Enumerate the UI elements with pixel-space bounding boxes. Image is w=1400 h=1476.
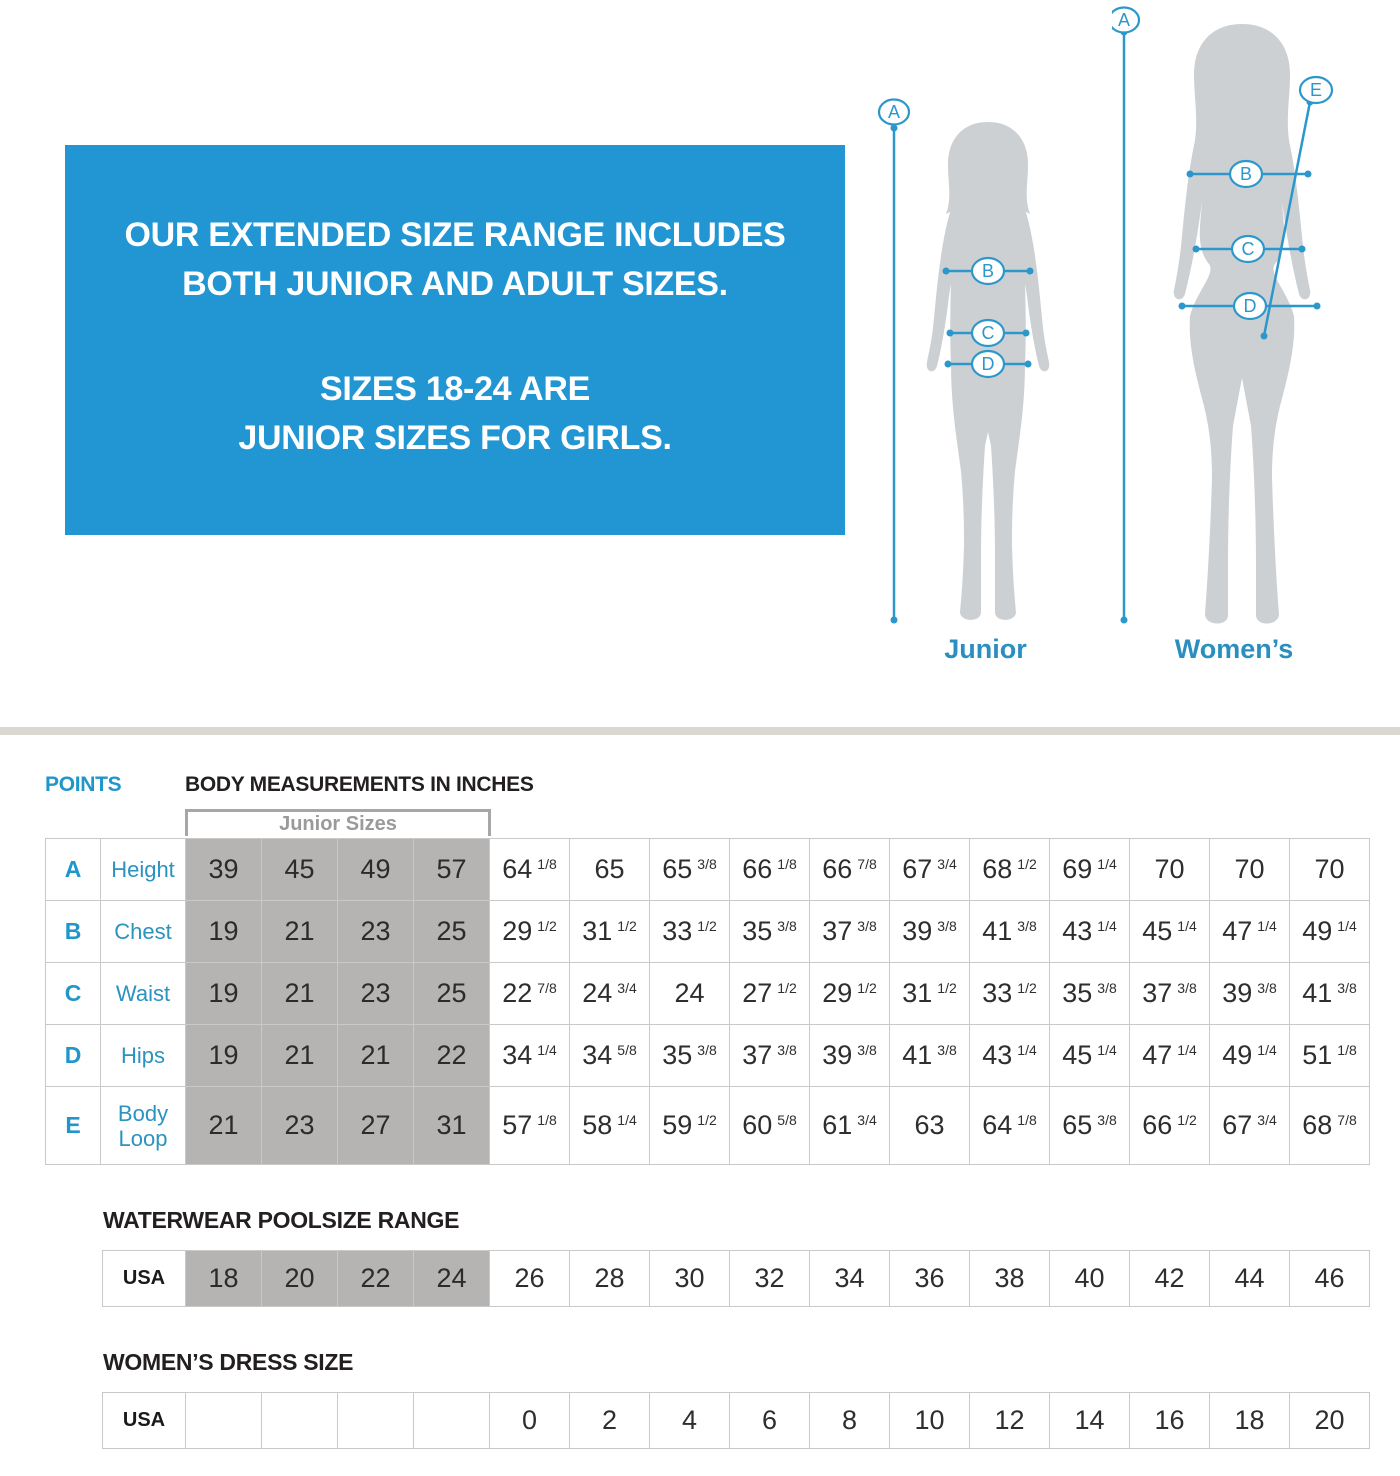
adult-size-cell <box>970 901 1050 963</box>
adult-size-cell <box>490 901 570 963</box>
value-fraction: 3/4 <box>857 1112 877 1128</box>
value-whole: 66 <box>822 854 853 884</box>
adult-size-cell <box>570 901 650 963</box>
value-fraction: 3/4 <box>1257 1112 1277 1128</box>
adult-size-cell <box>650 1025 730 1087</box>
banner-line: JUNIOR SIZES FOR GIRLS. <box>238 419 672 457</box>
adult-size-cell: 26 <box>490 1251 570 1307</box>
point-letter: A <box>46 839 101 901</box>
adult-size-cell <box>730 901 810 963</box>
adult-size-cell <box>1290 1087 1370 1165</box>
value-fraction: 1/2 <box>1177 1112 1197 1128</box>
dress-size-cell: 14 <box>1050 1393 1130 1449</box>
value-fraction: 3/8 <box>1097 1112 1117 1128</box>
banner-line: SIZES 18-24 ARE <box>319 370 591 408</box>
dress-size-row-tr <box>103 1393 1370 1449</box>
value-fraction: 3/8 <box>857 1042 877 1058</box>
value-whole: 66 <box>742 854 773 884</box>
svg-text:C: C <box>1241 239 1255 259</box>
value-whole: 37 <box>742 1040 773 1070</box>
svg-text:B: B <box>1239 164 1253 184</box>
junior-size-cell: 57 <box>414 839 490 901</box>
value-whole: 35 <box>1062 978 1093 1008</box>
info-banner <box>65 145 845 535</box>
point-a-badge <box>1112 8 1139 33</box>
waterwear-size-row <box>103 1251 1370 1307</box>
adult-size-cell <box>730 963 810 1025</box>
adult-size-cell <box>1130 1087 1210 1165</box>
value-fraction: 1/2 <box>537 918 557 934</box>
adult-size-cell <box>1290 901 1370 963</box>
value-whole: 35 <box>662 1040 693 1070</box>
value-fraction: 1/2 <box>697 918 717 934</box>
value-whole: 34 <box>502 1040 533 1070</box>
value-whole: 65 <box>1062 1110 1093 1140</box>
top-section <box>0 0 1400 727</box>
value-whole: 69 <box>1062 854 1093 884</box>
adult-size-cell <box>490 1087 570 1165</box>
value-fraction: 1/2 <box>617 918 637 934</box>
adult-size-cell <box>1290 963 1370 1025</box>
value-whole: 59 <box>662 1110 693 1140</box>
value-whole: 49 <box>1222 1040 1253 1070</box>
measurement-row <box>46 1087 1370 1165</box>
junior-size-cell: 23 <box>338 963 414 1025</box>
value-fraction: 1/4 <box>1017 1042 1037 1058</box>
value-whole: 24 <box>674 978 705 1008</box>
adult-size-cell: 42 <box>1130 1251 1210 1307</box>
junior-figure <box>878 96 1093 636</box>
value-whole: 70 <box>1234 854 1265 884</box>
value-whole: 67 <box>902 854 933 884</box>
value-whole: 41 <box>982 916 1013 946</box>
value-fraction: 1/8 <box>537 1112 557 1128</box>
svg-text:D: D <box>981 354 995 374</box>
value-fraction: 1/2 <box>1017 980 1037 996</box>
value-fraction: 1/4 <box>1177 918 1197 934</box>
value-whole: 37 <box>1142 978 1173 1008</box>
point-letter: B <box>46 901 101 963</box>
adult-size-cell <box>890 963 970 1025</box>
value-fraction: 1/4 <box>1097 856 1117 872</box>
adult-size-cell <box>730 1025 810 1087</box>
womens-figure <box>1112 6 1356 638</box>
value-whole: 27 <box>742 978 773 1008</box>
point-label: Height <box>101 839 186 901</box>
dress-size-cell: 2 <box>570 1393 650 1449</box>
junior-size-cell: 39 <box>186 839 262 901</box>
junior-size-cell: 20 <box>262 1251 338 1307</box>
body-measurements-table <box>45 838 1370 1165</box>
junior-size-cell: 25 <box>414 901 490 963</box>
value-whole: 47 <box>1142 1040 1173 1070</box>
value-whole: 65 <box>662 854 693 884</box>
value-fraction: 3/8 <box>1257 980 1277 996</box>
adult-size-cell <box>970 839 1050 901</box>
adult-size-cell <box>1130 963 1210 1025</box>
adult-size-cell: 40 <box>1050 1251 1130 1307</box>
adult-size-cell <box>1130 1025 1210 1087</box>
banner-line: BOTH JUNIOR AND ADULT SIZES. <box>182 265 728 303</box>
value-whole: 49 <box>1302 916 1333 946</box>
point-e-badge <box>1300 77 1332 103</box>
value-fraction: 1/4 <box>1097 918 1117 934</box>
value-whole: 37 <box>822 916 853 946</box>
value-whole: 45 <box>1142 916 1173 946</box>
junior-size-cell: 19 <box>186 1025 262 1087</box>
value-whole: 29 <box>502 916 533 946</box>
usa-label-cell: USA <box>103 1393 186 1449</box>
measurement-row <box>46 901 1370 963</box>
adult-size-cell <box>890 1087 970 1165</box>
value-whole: 66 <box>1142 1110 1173 1140</box>
point-c-badge <box>1232 236 1264 262</box>
adult-size-cell <box>810 839 890 901</box>
point-letter: C <box>46 963 101 1025</box>
value-whole: 24 <box>582 978 613 1008</box>
adult-size-cell: 38 <box>970 1251 1050 1307</box>
dress-size-cell: 20 <box>1290 1393 1370 1449</box>
value-whole: 64 <box>982 1110 1013 1140</box>
adult-size-cell <box>570 839 650 901</box>
section-divider <box>0 727 1400 735</box>
value-whole: 57 <box>502 1110 533 1140</box>
dress-size-cell: 18 <box>1210 1393 1290 1449</box>
adult-size-cell <box>730 1087 810 1165</box>
value-fraction: 1/8 <box>777 856 797 872</box>
adult-size-cell <box>490 839 570 901</box>
point-d-badge <box>972 351 1004 377</box>
point-b-badge <box>972 258 1004 284</box>
svg-text:A: A <box>887 102 901 122</box>
value-fraction: 1/4 <box>1337 918 1357 934</box>
junior-size-cell: 22 <box>338 1251 414 1307</box>
value-fraction: 3/8 <box>697 1042 717 1058</box>
adult-size-cell <box>970 963 1050 1025</box>
value-fraction: 1/2 <box>1017 856 1037 872</box>
svg-text:D: D <box>1243 296 1257 316</box>
womens-caption: Women’s <box>1174 634 1294 664</box>
value-fraction: 1/8 <box>537 856 557 872</box>
measurement-row <box>46 839 1370 901</box>
adult-size-cell <box>970 1025 1050 1087</box>
value-fraction: 3/4 <box>617 980 637 996</box>
dress-size-cell: 12 <box>970 1393 1050 1449</box>
measurements-heading: BODY MEASUREMENTS IN INCHES <box>185 773 534 796</box>
value-fraction: 1/2 <box>697 1112 717 1128</box>
blank-cell <box>414 1393 490 1449</box>
junior-size-cell: 23 <box>262 1087 338 1165</box>
adult-size-cell <box>1210 839 1290 901</box>
point-label: Hips <box>101 1025 186 1087</box>
value-fraction: 3/8 <box>857 918 877 934</box>
adult-size-cell <box>810 1025 890 1087</box>
value-whole: 33 <box>982 978 1013 1008</box>
measurement-row <box>46 963 1370 1025</box>
value-whole: 70 <box>1314 854 1345 884</box>
usa-label-cell: USA <box>103 1251 186 1307</box>
junior-sizes-label: Junior Sizes <box>279 813 397 835</box>
value-fraction: 1/8 <box>1337 1042 1357 1058</box>
value-fraction: 1/4 <box>1257 1042 1277 1058</box>
value-whole: 67 <box>1222 1110 1253 1140</box>
dress-size-cell: 4 <box>650 1393 730 1449</box>
value-whole: 47 <box>1222 916 1253 946</box>
value-fraction: 1/2 <box>777 980 797 996</box>
junior-size-cell: 49 <box>338 839 414 901</box>
blank-cell <box>338 1393 414 1449</box>
value-fraction: 5/8 <box>617 1042 637 1058</box>
womens-dress-size-table <box>102 1392 1370 1449</box>
value-fraction: 3/8 <box>937 918 957 934</box>
adult-size-cell: 44 <box>1210 1251 1290 1307</box>
adult-size-cell <box>730 839 810 901</box>
junior-size-cell: 27 <box>338 1087 414 1165</box>
adult-size-cell <box>970 1087 1050 1165</box>
adult-size-cell <box>1050 1025 1130 1087</box>
value-whole: 39 <box>902 916 933 946</box>
value-fraction: 1/8 <box>1017 1112 1037 1128</box>
waterwear-row <box>103 1251 1370 1307</box>
adult-size-cell <box>490 963 570 1025</box>
adult-size-cell <box>890 839 970 901</box>
junior-size-cell: 21 <box>262 901 338 963</box>
points-heading: POINTS <box>45 773 122 796</box>
waterwear-heading: WATERWEAR POOLSIZE RANGE <box>103 1207 460 1233</box>
adult-size-cell: 32 <box>730 1251 810 1307</box>
junior-size-cell: 23 <box>338 901 414 963</box>
blank-cell <box>186 1393 262 1449</box>
value-whole: 31 <box>902 978 933 1008</box>
adult-size-cell <box>650 901 730 963</box>
blank-cell <box>262 1393 338 1449</box>
value-fraction: 7/8 <box>857 856 877 872</box>
value-fraction: 5/8 <box>777 1112 797 1128</box>
junior-size-cell: 18 <box>186 1251 262 1307</box>
value-whole: 58 <box>582 1110 613 1140</box>
value-fraction: 3/4 <box>937 856 957 872</box>
junior-caption: Junior <box>944 634 1027 664</box>
adult-size-cell <box>1290 839 1370 901</box>
value-whole: 61 <box>822 1110 853 1140</box>
value-fraction: 3/8 <box>1097 980 1117 996</box>
point-b-badge <box>1230 161 1262 187</box>
value-fraction: 3/8 <box>1177 980 1197 996</box>
junior-size-cell: 21 <box>262 963 338 1025</box>
value-fraction: 1/4 <box>1097 1042 1117 1058</box>
value-fraction: 3/8 <box>937 1042 957 1058</box>
value-whole: 51 <box>1302 1040 1333 1070</box>
adult-size-cell <box>570 1087 650 1165</box>
dress-size-cell: 8 <box>810 1393 890 1449</box>
adult-size-cell <box>890 901 970 963</box>
value-fraction: 3/8 <box>697 856 717 872</box>
adult-size-cell <box>570 963 650 1025</box>
junior-size-cell: 21 <box>338 1025 414 1087</box>
value-fraction: 1/4 <box>1177 1042 1197 1058</box>
womens-silhouette <box>1174 24 1311 624</box>
adult-size-cell <box>1050 901 1130 963</box>
adult-size-cell: 30 <box>650 1251 730 1307</box>
value-whole: 41 <box>1302 978 1333 1008</box>
body-measurements-rows <box>46 839 1370 1165</box>
value-whole: 63 <box>914 1110 945 1140</box>
svg-text:A: A <box>1117 10 1131 30</box>
junior-size-cell: 24 <box>414 1251 490 1307</box>
value-whole: 43 <box>1062 916 1093 946</box>
adult-size-cell <box>810 1087 890 1165</box>
junior-size-cell: 19 <box>186 963 262 1025</box>
dress-size-cell: 6 <box>730 1393 810 1449</box>
value-whole: 33 <box>662 916 693 946</box>
value-whole: 29 <box>822 978 853 1008</box>
adult-size-cell: 28 <box>570 1251 650 1307</box>
adult-size-cell <box>490 1025 570 1087</box>
junior-size-cell: 19 <box>186 901 262 963</box>
junior-size-cell: 25 <box>414 963 490 1025</box>
adult-size-cell <box>1210 1025 1290 1087</box>
adult-size-cell <box>1290 1025 1370 1087</box>
value-fraction: 1/4 <box>537 1042 557 1058</box>
junior-size-cell: 31 <box>414 1087 490 1165</box>
adult-size-cell <box>1130 901 1210 963</box>
value-fraction: 3/8 <box>777 918 797 934</box>
adult-size-cell <box>890 1025 970 1087</box>
value-whole: 64 <box>502 854 533 884</box>
value-whole: 35 <box>742 916 773 946</box>
adult-size-cell <box>1210 901 1290 963</box>
junior-size-cell: 21 <box>262 1025 338 1087</box>
value-fraction: 3/8 <box>777 1042 797 1058</box>
size-chart-section <box>0 735 1400 1449</box>
value-fraction: 7/8 <box>537 980 557 996</box>
value-fraction: 3/8 <box>1337 980 1357 996</box>
value-whole: 68 <box>982 854 1013 884</box>
value-fraction: 7/8 <box>1337 1112 1357 1128</box>
point-label: Body Loop <box>101 1087 186 1165</box>
value-whole: 68 <box>1302 1110 1333 1140</box>
value-fraction: 1/4 <box>1257 918 1277 934</box>
adult-size-cell <box>810 963 890 1025</box>
adult-size-cell: 34 <box>810 1251 890 1307</box>
measurement-row <box>46 1025 1370 1087</box>
junior-size-cell: 45 <box>262 839 338 901</box>
dress-size-cell: 10 <box>890 1393 970 1449</box>
value-whole: 60 <box>742 1110 773 1140</box>
point-d-badge <box>1234 293 1266 319</box>
adult-size-cell <box>570 1025 650 1087</box>
value-fraction: 3/8 <box>1017 918 1037 934</box>
junior-sizes-bracket <box>185 809 491 836</box>
adult-size-cell <box>650 839 730 901</box>
value-whole: 70 <box>1154 854 1185 884</box>
value-whole: 34 <box>582 1040 613 1070</box>
dress-size-cell: 0 <box>490 1393 570 1449</box>
point-letter: D <box>46 1025 101 1087</box>
adult-size-cell <box>1210 963 1290 1025</box>
value-whole: 39 <box>1222 978 1253 1008</box>
svg-text:C: C <box>981 323 995 343</box>
value-fraction: 1/4 <box>617 1112 637 1128</box>
point-label: Waist <box>101 963 186 1025</box>
value-fraction: 1/2 <box>937 980 957 996</box>
adult-size-cell <box>1210 1087 1290 1165</box>
adult-size-cell <box>1050 963 1130 1025</box>
value-whole: 41 <box>902 1040 933 1070</box>
point-c-badge <box>972 320 1004 346</box>
value-fraction: 1/2 <box>857 980 877 996</box>
point-label: Chest <box>101 901 186 963</box>
junior-size-cell: 22 <box>414 1025 490 1087</box>
value-whole: 43 <box>982 1040 1013 1070</box>
adult-size-cell <box>810 901 890 963</box>
adult-size-cell <box>1050 839 1130 901</box>
adult-size-cell: 46 <box>1290 1251 1370 1307</box>
adult-size-cell <box>650 1087 730 1165</box>
dress-size-heading: WOMEN’S DRESS SIZE <box>103 1349 354 1375</box>
junior-size-cell: 21 <box>186 1087 262 1165</box>
dress-size-cell: 16 <box>1130 1393 1210 1449</box>
adult-size-cell <box>1050 1087 1130 1165</box>
banner-line: OUR EXTENDED SIZE RANGE INCLUDES <box>124 216 786 254</box>
point-a-badge <box>879 100 909 125</box>
value-whole: 39 <box>822 1040 853 1070</box>
svg-text:E: E <box>1309 80 1323 100</box>
dress-size-row <box>103 1393 1370 1449</box>
value-whole: 31 <box>582 916 613 946</box>
adult-size-cell <box>1130 839 1210 901</box>
value-whole: 22 <box>502 978 533 1008</box>
svg-text:B: B <box>981 261 995 281</box>
value-whole: 65 <box>594 854 625 884</box>
value-whole: 45 <box>1062 1040 1093 1070</box>
adult-size-cell: 36 <box>890 1251 970 1307</box>
adult-size-cell <box>650 963 730 1025</box>
waterwear-poolsize-table <box>102 1250 1370 1307</box>
point-letter: E <box>46 1087 101 1165</box>
